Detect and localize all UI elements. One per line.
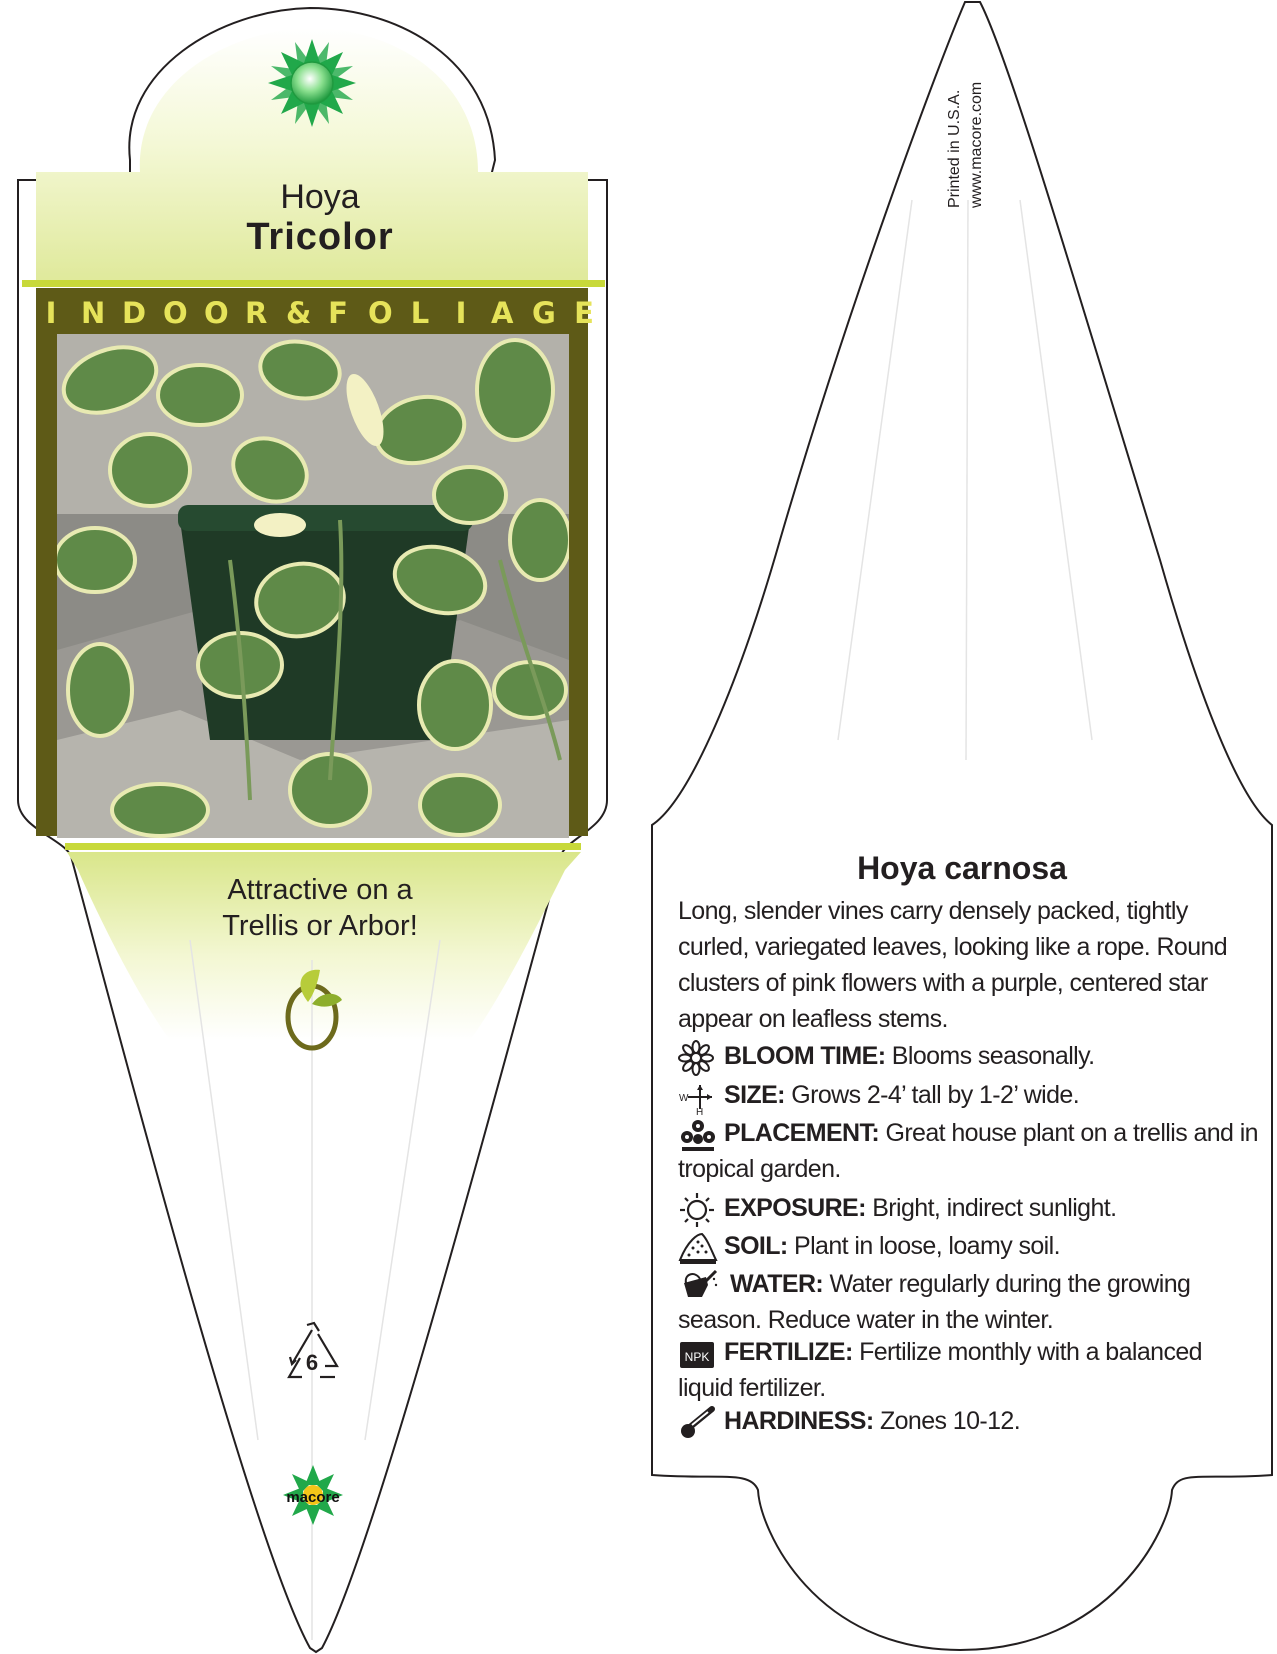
printed-in: Printed in U.S.A. [946,89,963,208]
variety-name: Tricolor [246,216,394,258]
attribute-value: Zones 10-12. [879,1407,1021,1435]
sun-logo-icon [268,39,356,127]
tagline-line: Trellis or Arbor! [222,910,418,942]
category-letter: & [286,296,312,330]
botanical-name: Hoya carnosa [857,850,1067,886]
soil-row [678,1228,1258,1264]
print-info [944,82,988,208]
size-row [678,1077,1258,1113]
attribute-value: Fertilize monthly with a balanced [859,1338,1202,1366]
category-letter: L [410,296,430,330]
attribute-label: WATER: [730,1270,824,1298]
category-letter: I [455,296,467,330]
tagline-line: Attractive on a [227,874,413,906]
category-letter: O [368,296,393,330]
attribute-value-cont: liquid fertilizer. [678,1374,826,1402]
hardiness-row [678,1403,1258,1439]
plant-description: Long, slender vines carry densely packed, tightly curled, variegated leaves, looking like a rope. Round clusters of pink flowers with a purple, centered star appear on leafless stems. [678,897,1228,1033]
category-letter: N [81,296,106,330]
size-w-label: W [679,1093,689,1104]
category-letter: A [491,296,514,330]
category-letter: O [163,296,188,330]
attribute-value-cont: tropical garden. [678,1155,841,1183]
website: www.macore.com [968,81,985,208]
placement-row [678,1115,1258,1187]
attribute-label: HARDINESS: [724,1407,874,1435]
genus-name: Hoya [280,178,360,216]
category-letter: R [245,296,268,330]
category-letter: D [122,296,147,330]
recycle-number: 6 [305,1350,319,1375]
attribute-value: Plant in loose, loamy soil. [794,1232,1060,1260]
category-letter: G [532,296,556,330]
attribute-label: BLOOM TIME: [724,1042,886,1070]
category-letter: O [204,296,229,330]
water-row [678,1266,1258,1338]
fertilize-row [678,1334,1258,1406]
attribute-value: Blooms seasonally. [891,1042,1095,1070]
attribute-value-cont: season. Reduce water in the winter. [678,1306,1054,1334]
attribute-value: Bright, indirect sunlight. [872,1194,1117,1222]
npk-label: NPK [684,1350,710,1364]
attribute-label: PLACEMENT: [724,1119,880,1147]
tagline [160,872,480,944]
attribute-value: Water regularly during the growing [829,1270,1191,1298]
attribute-label: FERTILIZE: [724,1338,853,1366]
exposure-row [678,1190,1258,1226]
size-h-label: H [696,1107,704,1115]
brand-name: macore [286,1489,340,1506]
plant-photo [55,334,570,838]
attribute-label: EXPOSURE: [724,1194,866,1222]
attribute-label: SOIL: [724,1232,788,1260]
category-letter: F [328,296,348,330]
category-label [40,296,595,330]
category-letter: E [574,296,594,330]
attribute-value: Great house plant on a trellis and in [885,1119,1258,1147]
attribute-label: SIZE: [724,1081,785,1109]
attribute-value: Grows 2-4’ tall by 1-2’ wide. [791,1081,1080,1109]
bloom-time-row [678,1038,1258,1074]
category-letter: I [45,296,57,330]
